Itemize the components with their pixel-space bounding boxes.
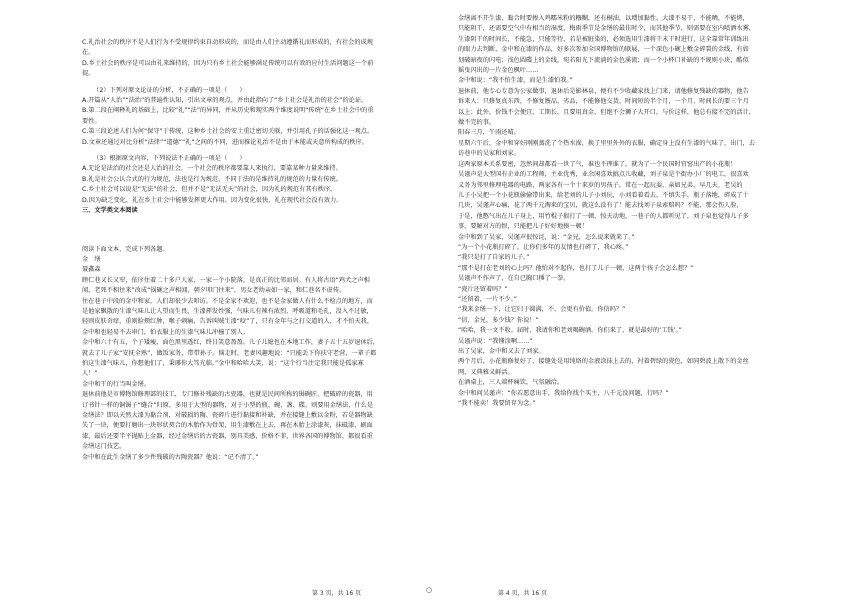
option-d: D.文章还通过对比分析“法律”“道德”“礼”之间的不同，进而推论礼治不是由于本能或天意所构成的秩序。 <box>82 138 368 146</box>
left-page-text <box>82 38 408 463</box>
question-2: （2）下列对原文论证的分析，不正确的一项是（ ） <box>93 86 246 94</box>
text-line: 睦仁巷又长又窄，依序住着二十多户人家，一家一个小院落，是真正的比邻而居。有人将古语“鸡犬之声相 <box>82 276 370 284</box>
text-line: 生漆阴干的时间长，不能急，只能等待，若是被脏染的，必须选用生漆将干未干时进行，这全靠常年训练出 <box>458 35 749 43</box>
text-line: 吴谨声是大型国有企业的工程师，主业优秀，业余闲喜欢搞点儿收藏，刘子泉是个街办小厂的电工，很喜欢 <box>458 171 749 179</box>
text-line: “哈哈，我一文不收。届时，我请你和老刘喝碗酒。你们来了，就是最好的‘工钱’。” <box>458 327 682 335</box>
text-line: 提。 <box>82 70 95 78</box>
text-line: 金中和六十有五，个子矮瘦，面色黑里透红，终日笑意盈盈。儿子儿媳也在本地工作，妻子五十五岁退休后， <box>82 339 379 347</box>
text-line: 划破暗夜的闪电；浅色圆碟上的金线，宛若阳光下流淌的金色溪流；而一个小杯口补缺的不规则小块，酷似 <box>458 56 749 64</box>
text-line: 几块，吴谨声心痛，花了两千元淘来的宝贝，就这么没有了！能去找刘子泉索赔吗？不能，那会伤人脸， <box>458 202 743 210</box>
option-c: C.乡土社会可以说是“无法”的社会，但并不是“无法无天”的社会，因为礼的规范有其有秩序。 <box>82 186 337 194</box>
text-line: 金中和到了吴家，吴谨声很惊诧，说：“金兄，怎么说来就来了。” <box>458 233 635 241</box>
text-line: 网，又典雅又鲜活。 <box>458 368 514 376</box>
text-line: “信，金兄，多少钱？你说！” <box>458 316 539 324</box>
spacer <box>82 217 408 239</box>
text-line: 金中和干的行当叫金缮。 <box>82 380 151 388</box>
article-title: 金 缮 <box>82 255 101 263</box>
text-line: 以上；此外，价钱不会便宜，工期长，且要用真金，但绝不会狮子大开口，与价这样，他总有接不完的活计， <box>458 108 755 116</box>
question-3: （3）根据原文内容，下列说法不正确的一项是（ ） <box>93 155 246 163</box>
section-heading: 三、文学类文本阅读 <box>82 207 138 215</box>
text-line: 事，要解对方的恨，只能把儿子好好地揍一顿！ <box>458 223 588 231</box>
text-line: 做不完的事。 <box>458 119 496 127</box>
text-line: 就去了儿子家“安抚全熟”，做饭家务，带带孙子。恼走时，老妻风趣地说：“只能丢下你扶守老营，一辈子都 <box>82 349 377 357</box>
text-line: 于是，他憋气出在儿子身上，用竹棍子狠打了一顿，惊天动地，一巷子的人都听见了，刘子泉也觉得儿子多 <box>458 212 749 220</box>
text-line: 只能阴干，还需要空气中有相当的湿度，梅雨季节是金缮的最佳时令，而其他季节，则需要在室内喷洒水雾， <box>458 25 755 33</box>
text-line: 订书针一样的铜锔子“缝合”归原，多用于大型的器物，对于小型的瓶、碗、盏、碟，则要用金缮法，什么是 <box>82 401 374 409</box>
text-line: 轻则皮肤奇痒，重则脸颊红肿，喉子刺痛，告诉叫贼生漆“咬”了，只有金年与之打交道的人，才不怕天我， <box>82 318 374 326</box>
text-line: 在酒桌上，三人端杯痛饮，气氛融洽。 <box>458 379 564 387</box>
text-line: 阳春三月，午雨还晴。 <box>458 129 520 137</box>
text-line: “那不是打在老刘的心上吗？他怕对不起你，也打了儿子一顿，这两个孩子会怎么想？” <box>458 264 694 272</box>
option-b: B.礼是社会公认合式的行为规范，法也是行为规范，不同于法的是维持礼的规范的力量有传统。 <box>82 175 342 183</box>
page-number-right: 第 4 页，共 16 页 <box>498 590 548 597</box>
text-line: 怕这生漆气味儿，你想他们了，秉琊你大笃光临。”金中和哈哈大笑，说：“这个行当注定我只能是孤家寡 <box>82 359 364 367</box>
text-line: 金缮离不开生漆，黏合时要掺入鸡糯米粉的糨糊，还有桐油，以增加黏性。大漆不易干，不能晒，不能烤， <box>458 15 749 22</box>
instruction: 阅读下面文本，完成下列各题。 <box>82 245 169 253</box>
text-line: 金中和在此生金缮了多少件残破的古陶瓷器？他说：“记不清了。” <box>82 453 259 461</box>
text-line: “我只是打了自家的儿子。” <box>458 254 530 262</box>
binding-circle-icon: ○ <box>426 586 433 594</box>
option-c: C.第三段论述人们为何“保守”于传统，这种乡土社会的安土重迁密切关联，并引用孔子的话强化这一观点。 <box>82 128 374 136</box>
text-line: 住在巷子中段的金中和家，人们却很少去叩访。不是金家不欢迎，也不是金家做人有什么不检点的地方，而 <box>82 297 373 305</box>
text-line: 两个月后，小花瓶修复好了，接缝处是用纯烙的金液涂抹上去的，衬着碧绿的瓷色，如同碧波上散下的金丝 <box>458 358 749 366</box>
text-line: 吴谨声说：“我懂涂啊……” <box>458 337 533 345</box>
text-line: 金中和问吴谨声：“你若愿意出手，我给你找个买主，八千元没问题，行吗？” <box>458 389 669 397</box>
option-d: D.因为缺乏变化，礼在乡土社会中能够发挥更大作用，因为变化很快，礼在现代社会没有效力。 <box>82 196 343 204</box>
text-line: 访巷中的吴家和刘家。 <box>458 150 520 158</box>
text-line: “还留着，一片不少。” <box>458 295 517 303</box>
text-line: 金中和也轻易不去串门，怕衣服上的生漆气味儿冲撞了别人。 <box>82 328 250 336</box>
text-line: “我来金缮一下，让它归于圆满，不，会更有价值。你信吗？” <box>458 306 626 314</box>
text-line: 金缮这门技艺。 <box>82 443 126 451</box>
text-line: 吴谨声不作声了，在自已胸口捶了一拳。 <box>458 275 570 283</box>
text-line: 退休前他是市博物馆修理部的技工，专门修补残缺的古瓷器，也就是民间所称的锔碗匠，把破碎的瓷器，用 <box>82 391 373 399</box>
text-line: 要性。 <box>82 117 101 125</box>
text-line: 闻，老死不相往来”改成“锅碗之声相闻，朝夕叩门往来”，男女老幼亲如一家，和仁巷名不虚传。 <box>82 287 346 295</box>
option-a: A.开篇从“人治”“法治”的普遍性认知，引出文章的观点，并由此指向了“乡土社会是礼治的社会”的论证。 <box>82 97 368 105</box>
text-line: 失了一块，便要打磨出一块形状契合的木胎作为骨架，用生漆敷在上去，再在木胎上涂漆灰，抹砥漆，刷面 <box>82 422 373 430</box>
text-line: 儿子小吴把一个小花瓶偷偷带出来，给老刘的儿子小刘玩，小刘看着看去，不慎失手，瓶子落地，碎成了十 <box>458 191 749 199</box>
text-line: 诉来人：只修复真东西，不修复赝品，劣品，不能修他交货，时间短的半个月，一个月，时间长的要三个月 <box>458 98 749 106</box>
text-line: 金缮法？即以天然大漆为黏合剂，对破损的陶、瓷碎片进行黏接和补缺，并在接缝上敷以金粉，若是器物缺 <box>82 412 373 419</box>
option-b: B.第二段在阐释礼的基础上，比较“礼”“法”的异同，并从历史和现实两个维度说明“传统”在乡土社会中的重 <box>82 107 374 115</box>
text-line: 义务为邻里修理电器的电路，两家各有一个十来岁的男孩子，常在一起玩耍，亲如兄弟，早几天，老吴的 <box>458 181 743 189</box>
text-line: “为一个小花瓶打碎了，让你们多年的友情也打碎了，我心疼。” <box>458 243 629 251</box>
text-line: D.乡土社会的秩序是可以由礼来维持的，因为只有乡土社会能够满足传统可以有效的应付生活问题这一个前 <box>82 59 374 67</box>
text-line: 在。 <box>82 49 95 57</box>
text-line: 的眼力去判断，金中和在漆的作品，好多次参加全国博物馆的联展，一个深色小碗上敷金碎裂的金线，有如 <box>458 46 749 54</box>
text-line: 金中和说：“我不怕生漆，而是生漆怕我。” <box>458 77 573 85</box>
text-line: 是他家飘散的生漆气味儿让人望而生畏，生漆挥发性强，气味儿有辣有浓烈，呼吸道和毛孔，沒入不过敏， <box>82 307 373 315</box>
text-line: 摇曳闪出的一片金色枫叶…… <box>458 67 539 75</box>
right-page-text <box>458 14 816 409</box>
text-line: 漆，最后还要半平抛贴上金器，经过金缮后的古瓷器，别具美感，价格不菲，世界各国的博物馆，都很看重 <box>82 432 373 440</box>
text-line: 星期六午后，金中和穿好刚刚蒸洗了个热水澡，换了里里外外的衣服，确定身上没有生漆的气味了，出门，去 <box>458 139 755 147</box>
text-line: 这两家原本关系要密，忽然间却都看一世了气，谁也不理谁了，就为了一个民国时官窑出产的小花瓶！ <box>458 160 737 168</box>
page-number-left: 第 3 页，共 16 页 <box>312 590 362 597</box>
text-line: “瓷片还留着吗？” <box>458 285 508 293</box>
option-a: A.无论是法治的社会还是人治的社会，一个社会的秩序都要靠人来执行，要靠某种力量来维持。 <box>82 165 342 173</box>
text-line: 人！” <box>82 370 98 378</box>
article-author: 聂鑫森 <box>82 266 101 274</box>
text-line: C.礼治社会的秩序不是人们行为不受规律约束自动形成的，而是由人们主动遵循礼而形成的，有社会的成规 <box>82 39 373 46</box>
text-line: “我不能卖！我要留存为念。” <box>458 400 536 408</box>
text-line: 出了吴家，金中和又去了刘家。 <box>458 348 545 355</box>
text-line: 退休前，他专心专意为公家做事，退休后是影林泉，便有不少收藏家找上门来，请他修复残缺的器物，他告 <box>458 87 749 95</box>
right-page <box>430 0 860 608</box>
